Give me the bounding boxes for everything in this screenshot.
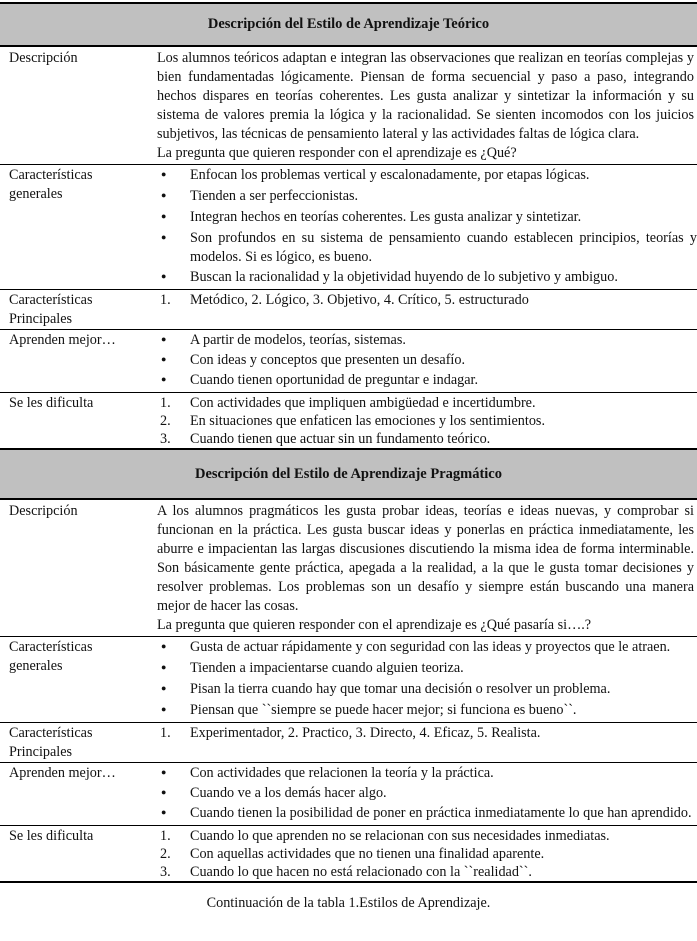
row-description <box>0 47 697 165</box>
main-characteristics-cell <box>157 291 697 329</box>
row-label: Características generales <box>9 639 93 674</box>
list-number: 1. <box>160 725 171 741</box>
list-item: ● A partir de modelos, teorías, sistemas. <box>157 331 697 351</box>
numbered-list <box>157 394 697 448</box>
row-label: Se les dificulta <box>9 395 94 411</box>
row-difficulties <box>0 826 697 883</box>
list-item: ● Son profundos en su sistema de pensamiento cuando establecen principios, teorías y modelos. Si es lógico, es bueno. <box>157 229 697 267</box>
list-item: 1. Cuando lo que aprenden no se relacionan con sus necesidades inmediatas. <box>157 827 697 845</box>
list-item: ● Tienden a ser perfeccionistas. <box>157 187 697 207</box>
row-label: Se les dificulta <box>9 828 94 844</box>
list-item: ● Con actividades que relacionen la teoría y la práctica. <box>157 764 697 784</box>
list-item: ● Tienden a impacientarse cuando alguien teoriza. <box>157 659 697 679</box>
bullet-icon <box>157 208 190 228</box>
numbered-list <box>157 827 697 881</box>
list-number: 2. <box>160 413 171 429</box>
bullet-icon <box>157 166 190 186</box>
list-item: ● Pisan la tierra cuando hay que tomar una decisión o resolver un problema. <box>157 680 697 700</box>
row-label: Descripción <box>9 503 78 519</box>
row-general-characteristics <box>0 637 697 723</box>
list-number: 1. <box>160 292 171 308</box>
list-item: 2. En situaciones que enfaticen las emociones y los sentimientos. <box>157 412 697 430</box>
list-number: 1. <box>160 395 171 411</box>
bullet-icon <box>157 804 190 824</box>
bullet-icon <box>157 331 190 351</box>
bullet-icon <box>157 229 190 267</box>
bullet-icon <box>157 784 190 804</box>
bullet-list <box>157 764 697 824</box>
row-label: Características generales <box>9 167 93 202</box>
bullet-list <box>157 166 697 288</box>
row-label: Aprenden mejor… <box>9 332 116 348</box>
main-characteristics-text: Metódico, 2. Lógico, 3. Objetivo, 4. Crítico, 5. estructurado <box>190 292 529 308</box>
row-label: Características Principales <box>9 725 93 760</box>
section-header-teorico <box>0 2 697 47</box>
bullet-icon <box>157 268 190 288</box>
description-cell <box>157 49 697 163</box>
description-text: A los alumnos pragmáticos les gusta probar ideas, teorías e ideas nuevas, y comprobar si funcionan en la práctica. Les gusta buscar ideas y ponerlas en práctica inmediatamente, les aburre e impacientan las largas discusiones discutiendo la misma idea de forma interminable. Son básicamente gente práctica, apegada a la realidad, a la que le gusta tomar decisiones y resolver problemas. Los problemas son un desafío y siempre están buscando una manera mejor de hacer las cosas. <box>157 503 694 614</box>
description-text: Los alumnos teóricos adaptan e integran las observaciones que realizan en teorías complejas y bien fundamentadas lógicamente. Piensan de forma secuencial y paso a paso, integrando hechos dispares en teorías coherentes. Les gusta analizar y sintetizar la información y su sistema de valores premia la lógica y la racionalidad. Se sienten incomodos con los juicios subjetivos, las técnicas de pensamiento lateral y las actividades faltas de lógica clara. <box>157 50 694 142</box>
list-item: ● Gusta de actuar rápidamente y con seguridad con las ideas y proyectos que le atraen. <box>157 638 697 658</box>
list-number: 2. <box>160 846 171 862</box>
list-item: ● Cuando ve a los demás hacer algo. <box>157 784 697 804</box>
description-cell <box>157 502 697 635</box>
main-characteristics-text: Experimentador, 2. Practico, 3. Directo, 4. Eficaz, 5. Realista. <box>190 725 541 741</box>
list-item: ● Enfocan los problemas vertical y escalonadamente, por etapas lógicas. <box>157 166 697 186</box>
list-item: ● Integran hechos en teorías coherentes. Les gusta analizar y sintetizar. <box>157 208 697 228</box>
row-learn-best <box>0 763 697 826</box>
row-main-characteristics <box>0 723 697 763</box>
list-number: 3. <box>160 431 171 447</box>
row-label: Características Principales <box>9 292 93 327</box>
row-main-characteristics <box>0 290 697 330</box>
bullet-list <box>157 638 697 721</box>
bullet-icon <box>157 680 190 700</box>
row-label: Descripción <box>9 50 78 66</box>
description-question: La pregunta que quieren responder con el aprendizaje es ¿Qué? <box>157 145 517 161</box>
description-question: La pregunta que quieren responder con el aprendizaje es ¿Qué pasaría si….? <box>157 617 592 633</box>
bullet-icon <box>157 371 190 391</box>
list-number: 3. <box>160 864 171 880</box>
section-title: Descripción del Estilo de Aprendizaje Teórico <box>207 16 490 32</box>
bullet-icon <box>157 187 190 207</box>
bullet-icon <box>157 351 190 371</box>
list-item: ● Con ideas y conceptos que presenten un desafío. <box>157 351 697 371</box>
section-header-pragmatico <box>0 450 697 500</box>
list-item: ● Piensan que ``siempre se puede hacer mejor; si funciona es bueno``. <box>157 701 697 721</box>
list-item: 3. Cuando lo que hacen no está relacionado con la ``realidad``. <box>157 863 697 881</box>
row-difficulties <box>0 393 697 450</box>
list-number: 1. <box>160 828 171 844</box>
list-item: ● Cuando tienen oportunidad de preguntar e indagar. <box>157 371 697 391</box>
list-item: ● Cuando tienen la posibilidad de poner en práctica inmediatamente lo que han aprendido. <box>157 804 697 824</box>
row-general-characteristics <box>0 165 697 290</box>
row-label: Aprenden mejor… <box>9 765 116 781</box>
row-learn-best <box>0 330 697 393</box>
bullet-icon <box>157 764 190 784</box>
list-item: ● Buscan la racionalidad y la objetividad huyendo de lo subjetivo y ambiguo. <box>157 268 697 288</box>
table-caption: Continuación de la tabla 1.Estilos de Aprendizaje. <box>206 895 491 911</box>
list-item: 3. Cuando tienen que actuar sin un fundamento teórico. <box>157 430 697 448</box>
bullet-list <box>157 331 697 391</box>
main-characteristics-cell <box>157 724 697 762</box>
section-title: Descripción del Estilo de Aprendizaje Pragmático <box>194 465 502 482</box>
row-description <box>0 500 697 637</box>
bullet-icon <box>157 659 190 679</box>
bullet-icon <box>157 701 190 721</box>
bullet-icon <box>157 638 190 658</box>
list-item: 1. Con actividades que impliquen ambigüedad e incertidumbre. <box>157 394 697 412</box>
list-item: 2. Con aquellas actividades que no tienen una finalidad aparente. <box>157 845 697 863</box>
